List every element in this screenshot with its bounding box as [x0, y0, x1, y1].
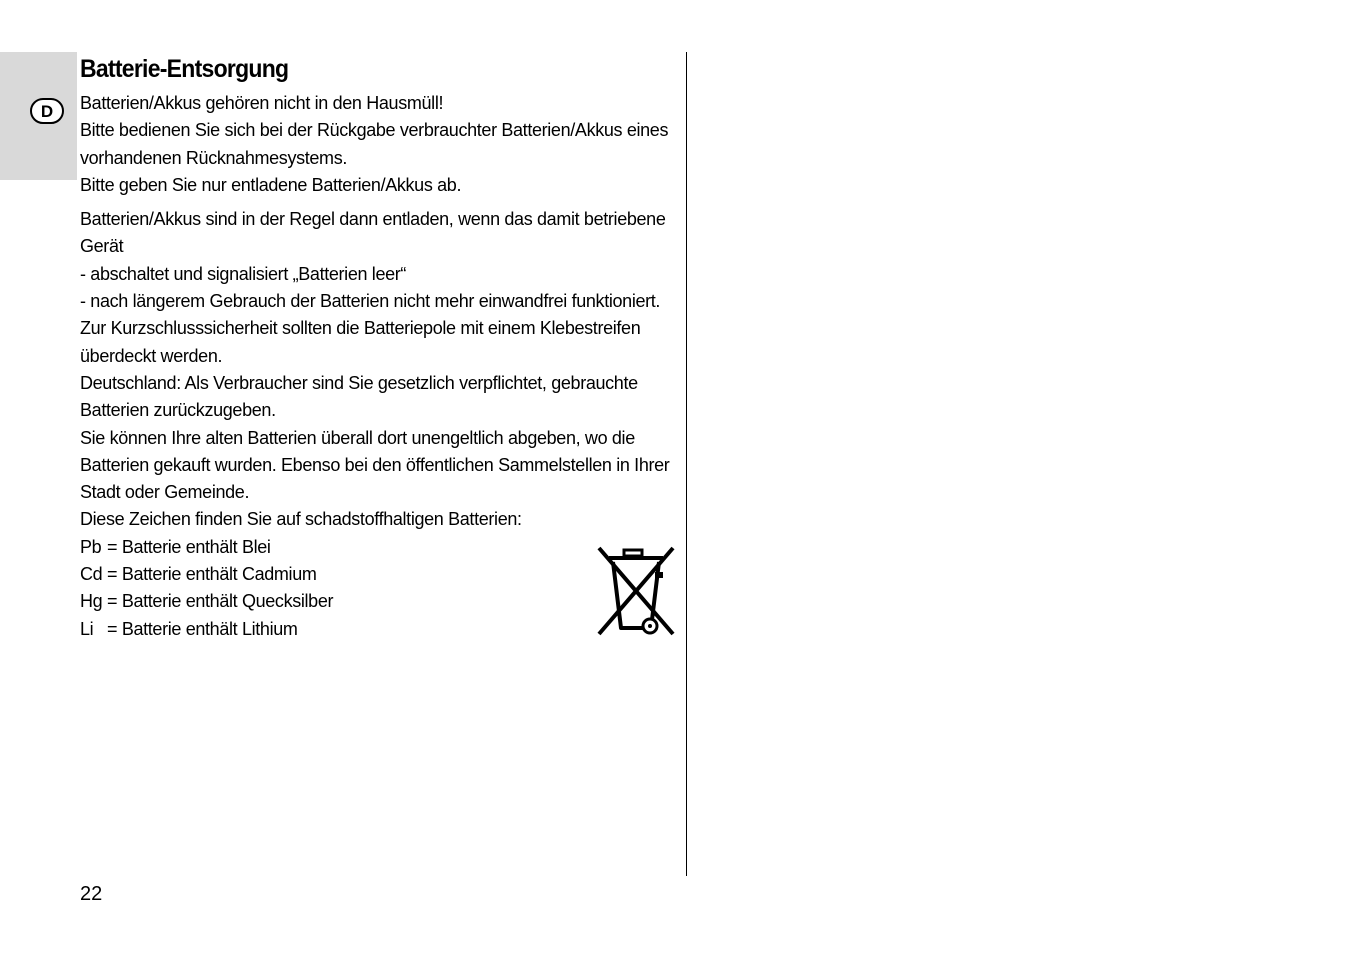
- column-divider: [686, 52, 687, 876]
- text-line: vorhandenen Rücknahmesystems.: [80, 147, 347, 168]
- symbol-description: = Batterie enthält Cadmium: [107, 564, 317, 585]
- text-line: Bitte bedienen Sie sich bei der Rückgabe verbrauchter Batterien/Akkus eines: [80, 120, 669, 141]
- symbol-code: Pb: [80, 536, 102, 557]
- page-number: 22: [80, 883, 103, 905]
- intro-paragraph: [80, 90, 680, 199]
- text-line: Gerät: [80, 236, 124, 257]
- text-line: Stadt oder Gemeinde.: [80, 482, 250, 503]
- main-column: [80, 52, 680, 643]
- symbol-row: [80, 588, 680, 615]
- text-line: Bitte geben Sie nur entladene Batterien/Akkus ab.: [80, 174, 462, 195]
- symbol-row: [80, 616, 680, 643]
- text-line: Zur Kurzschlusssicherheit sollten die Batteriepole mit einem Klebestreifen: [80, 318, 641, 339]
- text-line: Deutschland: Als Verbraucher sind Sie gesetzlich verpflichtet, gebrauchte: [80, 372, 638, 393]
- symbol-row: [80, 534, 680, 561]
- symbol-description: = Batterie enthält Blei: [107, 536, 271, 557]
- text-line: überdeckt werden.: [80, 345, 223, 366]
- text-line: Diese Zeichen finden Sie auf schadstoffhaltigen Batterien:: [80, 509, 522, 530]
- language-badge: D: [30, 98, 64, 124]
- symbol-list: [80, 534, 680, 643]
- text-line: Batterien/Akkus sind in der Regel dann entladen, wenn das damit betriebene: [80, 209, 666, 230]
- symbol-code: Li: [80, 618, 94, 639]
- paragraph-gap: [80, 199, 680, 206]
- symbol-description: = Batterie enthält Quecksilber: [107, 591, 334, 612]
- symbol-code: Hg: [80, 591, 103, 612]
- symbol-code: Cd: [80, 564, 103, 585]
- symbol-description: = Batterie enthält Lithium: [107, 618, 298, 639]
- section-title: Batterie-Entsorgung: [80, 55, 289, 83]
- crossed-out-wheelie-bin-icon: [597, 544, 677, 638]
- text-line: - nach längerem Gebrauch der Batterien nicht mehr einwandfrei funktioniert.: [80, 291, 661, 312]
- text-line: - abschaltet und signalisiert „Batterien leer“: [80, 263, 407, 284]
- text-line: Batterien zurückzugeben.: [80, 400, 276, 421]
- details-paragraph: [80, 206, 680, 534]
- text-line: Batterien/Akkus gehören nicht in den Hausmüll!: [80, 93, 444, 113]
- symbol-row: [80, 561, 680, 588]
- text-line: Batterien gekauft wurden. Ebenso bei den öffentlichen Sammelstellen in Ihrer: [80, 454, 670, 475]
- text-line: Sie können Ihre alten Batterien überall dort unengeltlich abgeben, wo die: [80, 427, 635, 448]
